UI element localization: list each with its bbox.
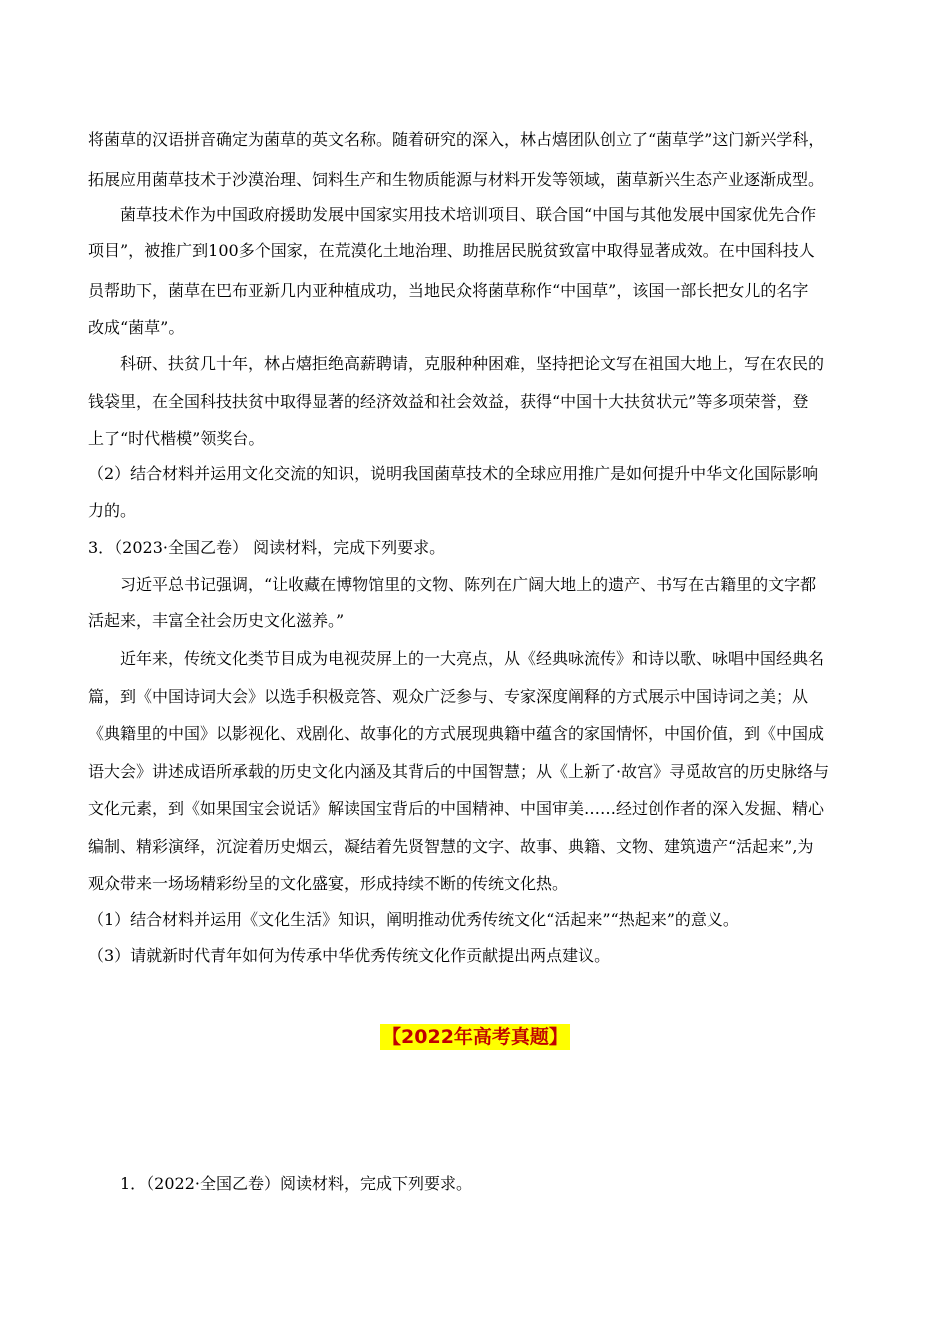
text-line: 改成“菌草”。: [88, 318, 185, 337]
text-line: 钱袋里，在全国科技扶贫中取得显著的经济效益和社会效益，获得“中国十大扶贫状元”等多项荣誉，登: [88, 392, 809, 411]
text-line: 活起来，丰富全社会历史文化滋养。”: [88, 611, 345, 630]
text-line: 篇，到《中国诗词大会》以选手积极竞答、观众广泛参与、专家深度阐释的方式展示中国诗词之美；从: [88, 687, 809, 706]
section-heading-text: 【2022年高考真题】: [382, 1026, 568, 1048]
question-3-sub-1: （1）结合材料并运用《文化生活》知识，阐明推动优秀传统文化“活起来”“热起来”的意义。: [88, 910, 739, 929]
text-line: 编制、精彩演绎，沉淀着历史烟云，凝结着先贤智慧的文字、故事、典籍、文物、建筑遗产“活起来”,为: [88, 837, 814, 856]
text-line: 《典籍里的中国》以影视化、戏剧化、故事化的方式展现典籍中蕴含的家国情怀，中国价值，到《中国成: [88, 724, 825, 743]
text-line: 将菌草的汉语拼音确定为菌草的英文名称。随着研究的深入，林占熺团队创立了“菌草学”这门新兴学科，: [88, 130, 825, 149]
text-line: 语大会》讲述成语所承载的历史文化内涵及其背后的中国智慧；从《上新了·故宫》寻觅故宫的历史脉络与: [88, 762, 830, 781]
text-line: 近年来，传统文化类节目成为电视荧屏上的一大亮点，从《经典咏流传》和诗以歌、咏唱中国经典名: [120, 649, 825, 668]
text-line: 观众带来一场场精彩纷呈的文化盛宴，形成持续不断的传统文化热。: [88, 874, 569, 893]
text-line: 项目”，被推广到100多个国家，在荒漠化土地治理、助推居民脱贫致富中取得显著成效。在中国科技人: [88, 241, 815, 260]
text-line: 习近平总书记强调，“让收藏在博物馆里的文物、陈列在广阔大地上的遗产、书写在古籍里的文字都: [120, 575, 817, 594]
section-heading: [0, 1024, 950, 1050]
text-line: 文化元素，到《如果国宝会说话》解读国宝背后的中国精神、中国审美……经过创作者的深入发掘、精心: [88, 799, 825, 818]
text-line: 员帮助下，菌草在巴布亚新几内亚种植成功，当地民众将菌草称作“中国草”，该国一部长把女儿的名字: [88, 281, 809, 300]
text-line: 力的。: [88, 501, 137, 520]
text-line: 菌草技术作为中国政府援助发展中国家实用技术培训项目、联合国“中国与其他发展中国家优先合作: [120, 205, 817, 224]
text-line: 上了“时代楷模”领奖台。: [88, 429, 265, 448]
question-1-2022-title: 1．（2022·全国乙卷）阅读材料，完成下列要求。: [120, 1174, 472, 1193]
question-3-sub-3: （3）请就新时代青年如何为传承中华优秀传统文化作贡献提出两点建议。: [88, 946, 611, 965]
text-line: 科研、扶贫几十年，林占熺拒绝高薪聘请，克服种种困难，坚持把论文写在祖国大地上，写在农民的: [120, 354, 825, 373]
text-line: （2）结合材料并运用文化交流的知识，说明我国菌草技术的全球应用推广是如何提升中华文化国际影响: [88, 464, 819, 483]
question-3-title: 3．（2023·全国乙卷） 阅读材料，完成下列要求。: [88, 538, 446, 557]
text-line: 拓展应用菌草技术于沙漠治理、饲料生产和生物质能源与材料开发等领域，菌草新兴生态产业逐渐成型。: [88, 170, 825, 189]
